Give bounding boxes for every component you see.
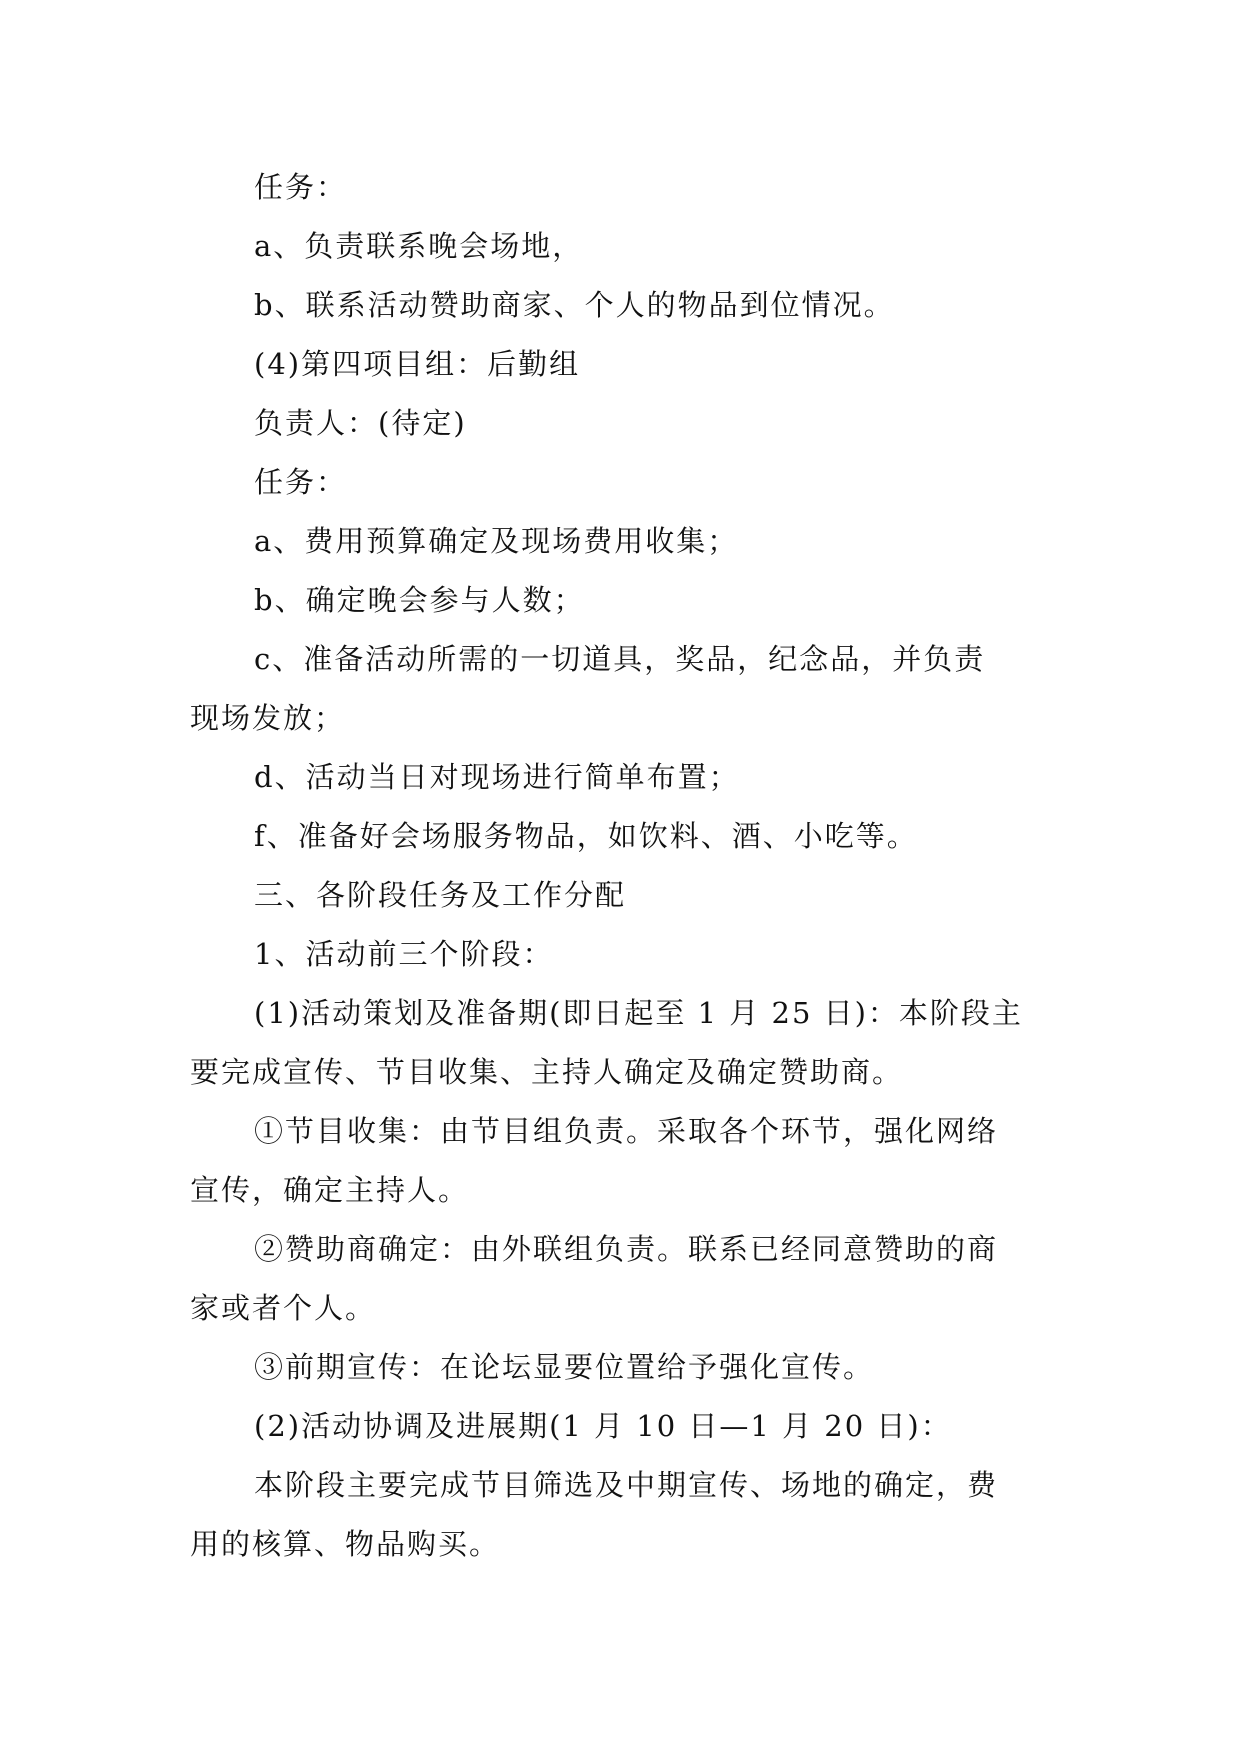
text-line: a、费用预算确定及现场费用收集； bbox=[254, 524, 739, 558]
text-line: c、准备活动所需的一切道具，奖品，纪念品，并负责 bbox=[254, 642, 986, 676]
text-line: a、负责联系晚会场地， bbox=[254, 229, 584, 263]
text-line: 任务： bbox=[254, 465, 348, 499]
text-line: 用的核算、物品购买。 bbox=[190, 1527, 501, 1561]
text-line: b、确定晚会参与人数； bbox=[254, 583, 585, 617]
text-line: f、准备好会场服务物品，如饮料、酒、小吃等。 bbox=[254, 819, 918, 853]
text-line: 任务： bbox=[254, 170, 348, 204]
text-line: 1、活动前三个阶段： bbox=[254, 937, 554, 971]
text-line: b、联系活动赞助商家、个人的物品到位情况。 bbox=[254, 288, 895, 322]
text-line: 负责人：(待定) bbox=[254, 406, 467, 440]
text-line: 要完成宣传、节目收集、主持人确定及确定赞助商。 bbox=[190, 1055, 904, 1089]
text-line: ③前期宣传：在论坛显要位置给予强化宣传。 bbox=[254, 1350, 875, 1384]
text-line: 本阶段主要完成节目筛选及中期宣传、场地的确定，费 bbox=[254, 1468, 999, 1502]
text-line: (2)活动协调及进展期(1 月 10 日—1 月 20 日)： bbox=[254, 1409, 952, 1443]
section-heading: 三、各阶段任务及工作分配 bbox=[254, 878, 627, 912]
text-line: 家或者个人。 bbox=[190, 1291, 377, 1325]
text-line: (1)活动策划及准备期(即日起至 1 月 25 日)：本阶段主 bbox=[254, 996, 1023, 1030]
text-line: 现场发放； bbox=[190, 701, 346, 735]
text-line: ①节目收集：由节目组负责。采取各个环节，强化网络 bbox=[254, 1114, 999, 1148]
text-line: ②赞助商确定：由外联组负责。联系已经同意赞助的商 bbox=[254, 1232, 999, 1266]
text-line: 宣传，确定主持人。 bbox=[190, 1173, 470, 1207]
text-line: d、活动当日对现场进行简单布置； bbox=[254, 760, 740, 794]
document-body bbox=[190, 158, 1050, 1574]
text-line: (4)第四项目组：后勤组 bbox=[254, 347, 581, 381]
